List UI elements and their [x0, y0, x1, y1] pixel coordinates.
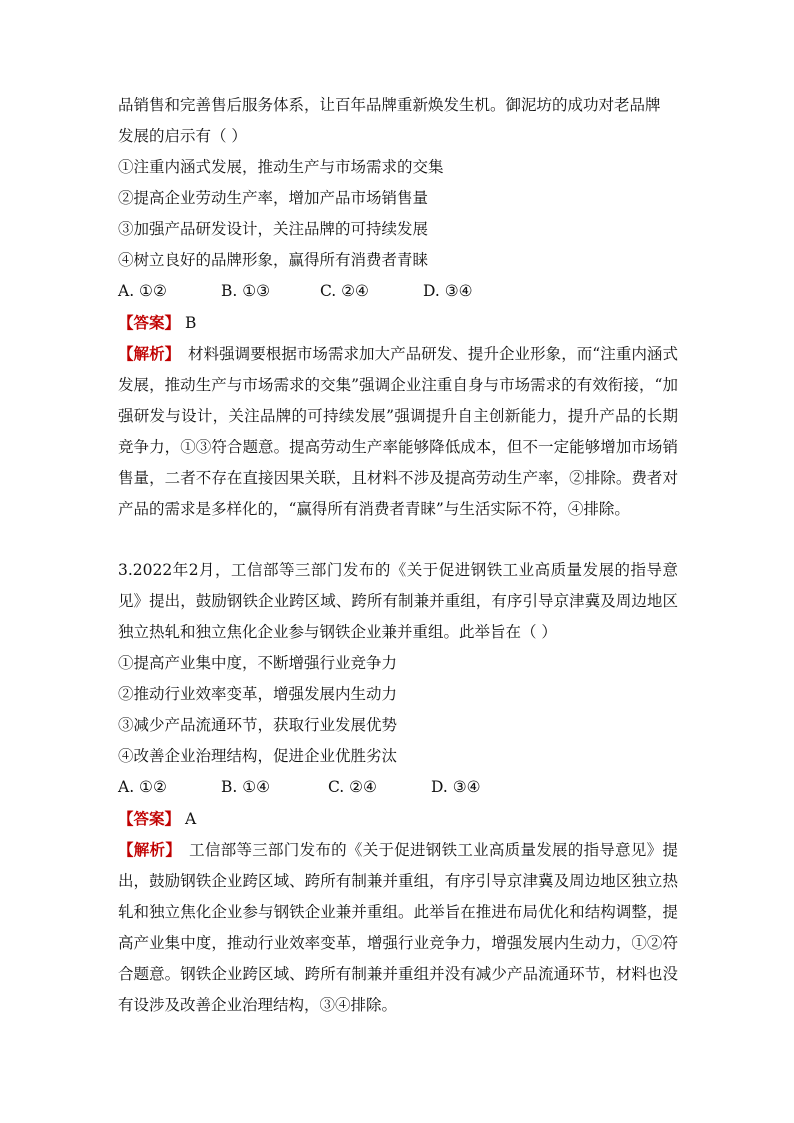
answer-line	[118, 803, 678, 834]
option-c: C. ②④	[320, 282, 369, 300]
option-b: B. ①④	[221, 778, 271, 796]
analysis-paragraph	[118, 338, 678, 525]
answer-value: B	[184, 314, 197, 332]
analysis-tag: 【解析】	[118, 344, 173, 363]
answer-options	[118, 276, 678, 307]
question-2	[118, 90, 678, 525]
option-a: A. ①②	[118, 282, 167, 300]
analysis-tag: 【解析】	[118, 840, 174, 859]
option-a: A. ①②	[118, 778, 167, 796]
option-d: D. ③④	[423, 282, 473, 300]
choice-item-1: ①提高产业集中度，不断增强行业竞争力	[118, 654, 398, 672]
answer-options	[118, 772, 678, 803]
option-d: D. ③④	[431, 778, 481, 796]
analysis-text: 工信部等三部门发布的《关于促进钢铁工业高质量发展的指导意见》提出，鼓励钢铁企业跨区域、跨所有制兼并重组，有序引导京津冀及周边地区独立热轧和独立焦化企业参与钢铁企业兼并重组。此举旨在推进布局优化和结构调整，提高产业集中度，推动行业效率变革，增强行业竞争力，增强发展内生动力，①②符合题意。钢铁企业跨区域、跨所有制兼并重组并没有减少产品流通环节，材料也没有设涉及改善企业治理结构，③④排除。	[118, 841, 678, 1014]
question-stem-line: 发展的启示有（ ）	[118, 127, 247, 145]
choice-item-2: ②提高企业劳动生产率，增加产品市场销售量	[118, 189, 429, 207]
question-3	[118, 555, 678, 1021]
choice-item-4: ④树立良好的品牌形象，赢得所有消费者青睐	[118, 251, 429, 269]
choice-item-2: ②推动行业效率变革，增强发展内生动力	[118, 685, 398, 703]
answer-tag: 【答案】	[118, 313, 181, 332]
answer-line	[118, 307, 678, 338]
option-c: C. ②④	[328, 778, 377, 796]
option-b: B. ①③	[221, 282, 271, 300]
answer-value: A	[184, 810, 197, 828]
choice-item-3: ③减少产品流通环节，获取行业发展优势	[118, 716, 398, 734]
answer-tag: 【答案】	[118, 809, 181, 828]
analysis-paragraph	[118, 834, 678, 1021]
choice-item-1: ①注重内涵式发展，推动生产与市场需求的交集	[118, 158, 444, 176]
question-stem: 3.2022年2月，工信部等三部门发布的《关于促进钢铁工业高质量发展的指导意见》提出，鼓励钢铁企业跨区域、跨所有制兼并重组，有序引导京津冀及周边地区独立热轧和独立焦化企业参与钢铁企业兼并重组。此举旨在（ ）	[118, 561, 678, 641]
choice-item-4: ④改善企业治理结构，促进企业优胜劣汰	[118, 747, 398, 765]
analysis-text: 材料强调要根据市场需求加大产品研发、提升企业形象，而“注重内涵式发展，推动生产与市场需求的交集”强调企业注重自身与市场需求的有效衔接，“加强研发与设计，关注品牌的可持续发展”强调提升自主创新能力，提升产品的长期竞争力，①③符合题意。提高劳动生产率能够降低成本，但不一定能够增加市场销售量，二者不存在直接因果关联，且材料不涉及提高劳动生产率，②排除。费者对产品的需求是多样化的，“赢得所有消费者青睐”与生活实际不符，④排除。	[118, 345, 678, 518]
question-stem-line: 品销售和完善售后服务体系，让百年品牌重新焕发生机。御泥坊的成功对老品牌	[118, 96, 661, 114]
choice-item-3: ③加强产品研发设计，关注品牌的可持续发展	[118, 220, 429, 238]
